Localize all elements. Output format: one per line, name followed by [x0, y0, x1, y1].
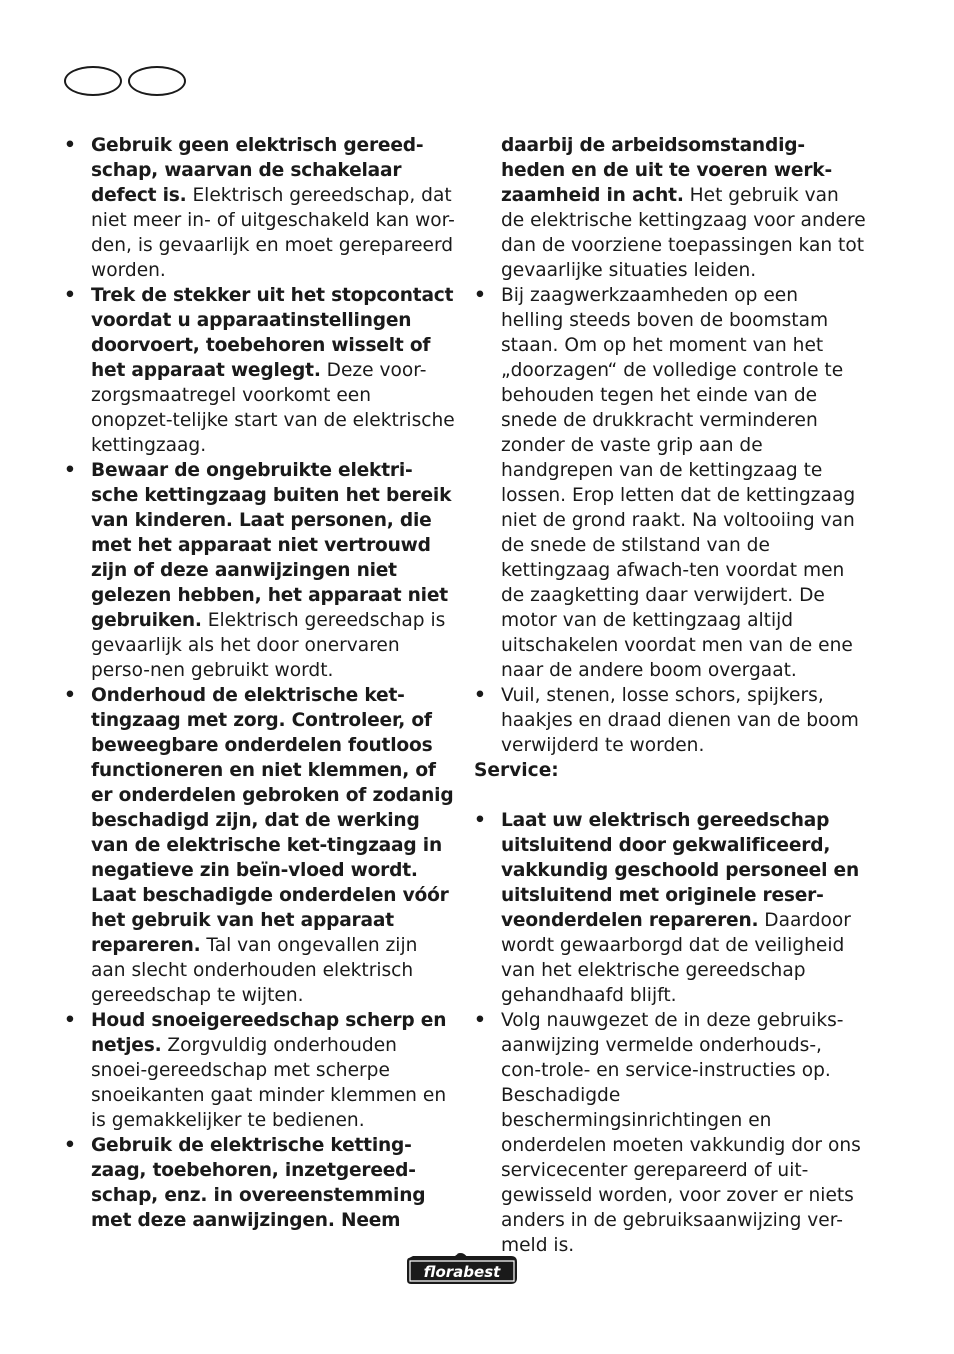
item-text: Deze voor-zorgsmaatregel voorkomt een onopzet-telijke start van de elektrische kettingzaag.: [91, 360, 455, 456]
language-indicator: [64, 66, 190, 100]
list-item: [64, 1133, 456, 1233]
language-oval-right: [128, 66, 186, 96]
list-item: [64, 283, 456, 458]
bullet-icon: •: [64, 685, 76, 706]
right-column: [474, 133, 866, 1258]
item-bold-text: Houd snoeigereedschap scherp en netjes.: [91, 1010, 447, 1056]
list-item: [474, 683, 866, 758]
item-bold-text: Gebruik geen elektrisch gereed-schap, waarvan de schakelaar defect is.: [91, 135, 424, 206]
logo-text: florabest: [423, 1263, 501, 1281]
item-text: Tal van ongevallen zijn aan slecht onderhouden elektrisch gereedschap te wijten.: [91, 935, 418, 1006]
item-text: Daardoor wordt gewaarborgd dat de veiligheid van het elektrische gereedschap gehandhaafd blijft.: [501, 910, 851, 1006]
item-text: Zorgvuldig onderhouden snoei-gereedschap met scherpe snoeikanten gaat minder klemmen en is gemakkelijker te bedienen.: [91, 1035, 447, 1131]
florabest-logo: [405, 1252, 519, 1288]
list-item: [64, 133, 456, 283]
list-item: [474, 1008, 866, 1258]
item-bold-text: daarbij de arbeidsomstandig-heden en de uit te voeren werk-zaamheid in acht.: [501, 135, 832, 206]
spacer: [474, 783, 866, 808]
item-text: Elektrisch gereedschap is gevaarlijk als het door onervaren perso-nen gebruikt wordt.: [91, 610, 446, 681]
service-heading: Service:: [474, 760, 559, 781]
bullet-icon: •: [474, 685, 486, 706]
list-item: [474, 283, 866, 683]
bullet-icon: •: [64, 1010, 76, 1031]
continued-item: [474, 133, 866, 283]
list-item: [474, 808, 866, 1008]
bullet-icon: •: [64, 135, 76, 156]
bullet-icon: •: [64, 460, 76, 481]
bullet-icon: •: [474, 810, 486, 831]
item-bold-text: Bewaar de ongebruikte elektri-sche kettingzaag buiten het bereik van kinderen. Laat personen, die met het apparaat niet vertrouwd zijn of deze aanwijzingen niet gelezen hebben, het apparaat niet gebruiken.: [91, 460, 452, 631]
item-text: Volg nauwgezet de in deze gebruiks-aanwijzing vermelde onderhouds-, con-trole- en service-instructies op. Beschadigde beschermingsinrichtingen en onderdelen moeten vakkundig dor ons servicecenter gerepareerd of uit-gewisseld worden, voor zover er niets anders in de gebruiksaanwijzing ver-meld is.: [501, 1010, 861, 1256]
item-bold-text: Onderhoud de elektrische ket-tingzaag met zorg. Controleer, of beweegbare onderdelen foutloos functioneren en niet klemmen, of er onderdelen gebroken of zodanig beschadigd zijn, dat de werking van de elektrische ket-tingzaag in negatieve zin beïn-vloed wordt. Laat beschadigde onderdelen vóór het gebruik van het apparaat repareren.: [91, 685, 454, 956]
item-text: Vuil, stenen, losse schors, spijkers, haakjes en draad dienen van de boom verwijderd te worden.: [501, 685, 859, 756]
language-oval-left: [64, 66, 122, 96]
bullet-icon: •: [474, 285, 486, 306]
list-item: [64, 458, 456, 683]
item-text: Elektrisch gereedschap, dat niet meer in- of uitgeschakeld kan wor-den, is gevaarlijk en moet gerepareerd worden.: [91, 185, 455, 281]
left-column: [64, 133, 456, 1233]
bullet-icon: •: [64, 1135, 76, 1156]
item-text: Het gebruik van de elektrische kettingzaag voor andere dan de voorziene toepassingen kan tot gevaarlijke situaties leiden.: [501, 185, 866, 281]
item-text: Bij zaagwerkzaamheden op een helling steeds boven de boomstam staan. Om op het moment van het „doorzagen“ de volledige controle te behouden tegen het einde van de snede de drukkracht verminderen zonder de vaste grip aan de handgrepen van de kettingzaag te lossen. Erop letten dat de kettingzaag niet de grond raakt. Na voltooiing van de snede de stilstand van de kettingzaag afwach-ten voordat men de zaagketting daar verwijdert. De motor van de kettingzaag altijd uitschakelen voordat men van de ene naar de andere boom overgaat.: [501, 285, 856, 681]
list-item: [64, 683, 456, 1008]
item-bold-text: Gebruik de elektrische ketting-zaag, toebehoren, inzetgereed-schap, enz. in overeenstemming met deze aanwijzingen. Neem: [91, 1135, 426, 1231]
bullet-icon: •: [64, 285, 76, 306]
bullet-icon: •: [474, 1010, 486, 1031]
item-bold-text: Trek de stekker uit het stopcontact voordat u apparaatinstellingen doorvoert, toebehoren wisselt of het apparaat weglegt.: [91, 285, 454, 381]
item-bold-text: Laat uw elektrisch gereedschap uitsluitend door gekwalificeerd, vakkundig geschoold personeel en uitsluitend met originele reser-veonderdelen repareren.: [501, 810, 859, 931]
list-item: [64, 1008, 456, 1133]
